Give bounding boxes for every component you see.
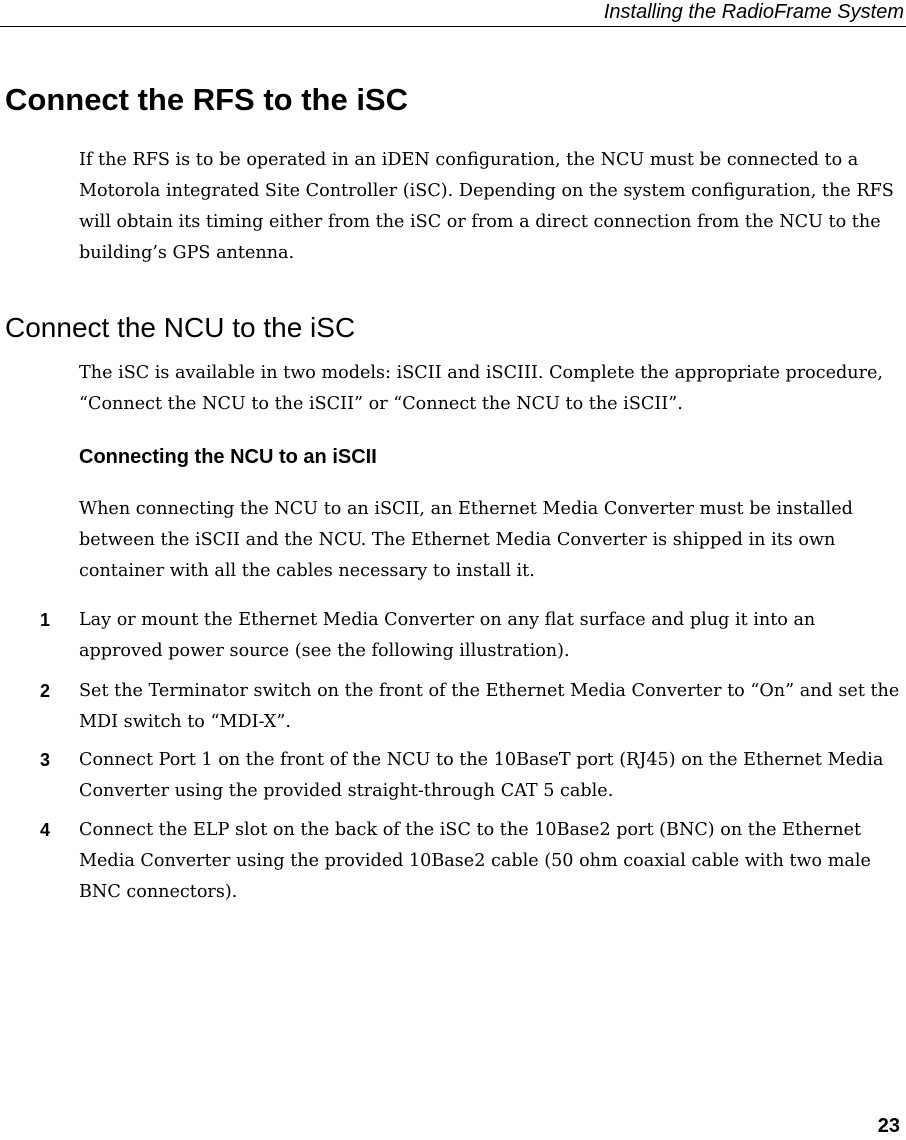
step-text: Connect Port 1 on the front of the NCU to the 10BaseT port (RJ45) on the Ethernet Media Converter using the provided straight-through CAT 5 cable. [79, 750, 884, 801]
running-header: Installing the RadioFrame System [603, 1, 904, 23]
subsection-title: Connect the NCU to the iSC [5, 312, 356, 343]
step-number: 4 [40, 820, 51, 840]
step-text: Set the Terminator switch on the front of the Ethernet Media Converter to “On” and set the MDI switch to “MDI-X”. [79, 681, 900, 732]
step-number: 2 [40, 681, 51, 701]
step-number: 1 [40, 610, 51, 630]
step-text: Lay or mount the Ethernet Media Converter on any flat surface and plug it into an approved power source (see the following illustration). [79, 610, 816, 661]
procedure-title: Connecting the NCU to an iSCII [79, 446, 377, 468]
step-text: Connect the ELP slot on the back of the iSC to the 10Base2 port (BNC) on the Ethernet Media Converter using the provided 10Base2 cable (50 ohm coaxial cable with two male BNC connectors). [79, 820, 871, 902]
header-divider [0, 26, 906, 27]
page-number: 23 [877, 1115, 900, 1137]
section-intro-paragraph: If the RFS is to be operated in an iDEN configuration, the NCU must be connected to a Motorola integrated Site Controller (iSC). Depending on the system configuration, the RFS will obtain its timing either from the iSC or from a direct connection from the NCU to the building’s GPS antenna. [79, 150, 894, 263]
procedure-intro-paragraph: When connecting the NCU to an iSCII, an Ethernet Media Converter must be installed between the iSCII and the NCU. The Ethernet Media Converter is shipped in its own container with all the cables necessary to install it. [79, 499, 853, 581]
section-title: Connect the RFS to the iSC [5, 82, 408, 117]
subsection-paragraph: The iSC is available in two models: iSCII and iSCIII. Complete the appropriate procedure, “Connect the NCU to the iSCII” or “Connect the NCU to the iSCII”. [79, 363, 884, 414]
step-number: 3 [40, 750, 51, 770]
